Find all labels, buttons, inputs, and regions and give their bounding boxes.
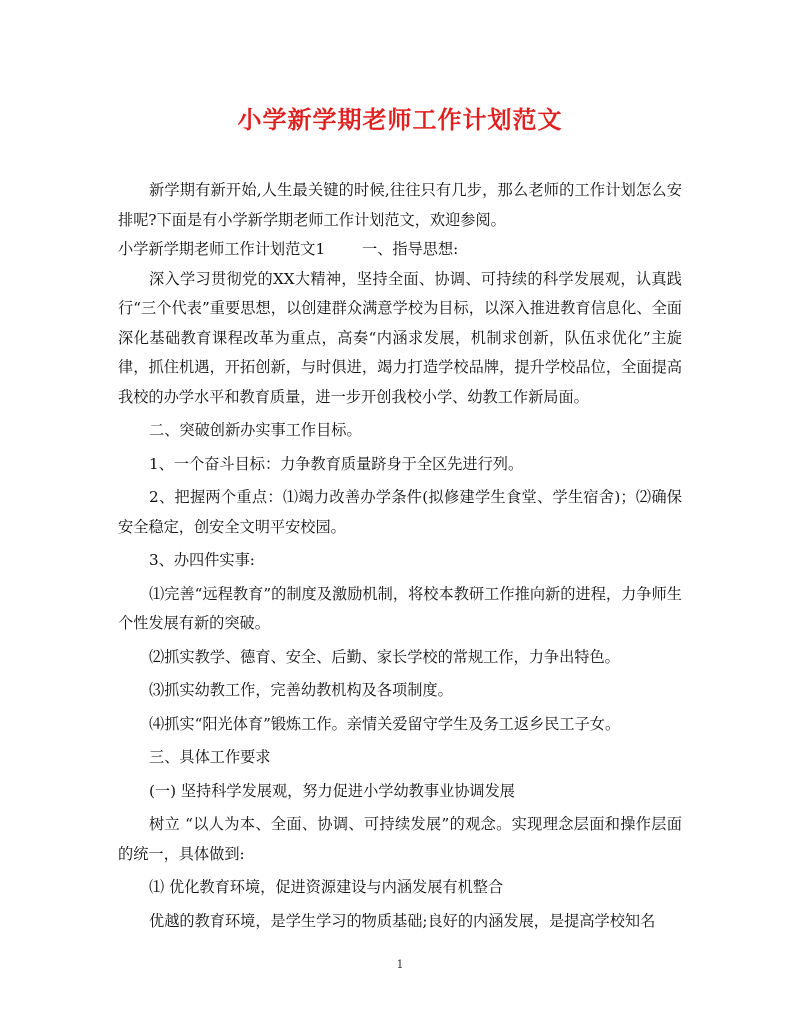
page-number: 1 bbox=[396, 958, 404, 971]
section-heading-requirements: 三、具体工作要求 bbox=[149, 748, 271, 766]
section-heading-guiding: 一、指导思想: bbox=[362, 240, 459, 258]
document-title: 小学新学期老师工作计划范文 bbox=[237, 105, 563, 134]
point-body-1: 优越的教育环境，是学生学习的物质基础;良好的内涵发展，是提高学校知名 bbox=[149, 911, 656, 930]
task-item-1: ⑴完善“远程教育”的制度及激励机制，将校本教研工作推向新的进程，力争师生个性发展有新的突破。 bbox=[118, 584, 682, 632]
task-item-3: ⑶抓实幼教工作，完善幼教机构及各项制度。 bbox=[149, 681, 453, 699]
goal-item-1: 1、一个奋斗目标：力争教育质量跻身于全区先进行列。 bbox=[149, 454, 524, 473]
subtitle-line bbox=[118, 235, 682, 265]
goal-item-3: 3、办四件实事: bbox=[149, 551, 255, 569]
task-item-2: ⑵抓实教学、德育、安全、后勤、家长学校的常规工作，力争出特色。 bbox=[149, 647, 620, 666]
subsection-body-1: 树立 “以人为本、全面、协调、可持续发展”的观念。实现理念层面和操作层面的统一，具体做到: bbox=[118, 815, 682, 863]
document-body bbox=[118, 176, 682, 936]
section-heading-goals: 二、突破创新办实事工作目标。 bbox=[149, 421, 362, 439]
plan-subtitle: 小学新学期老师工作计划范文1 bbox=[118, 240, 326, 258]
goal-item-2: 2、把握两个重点：⑴竭力改善办学条件(拟修建学生食堂、学生宿舍)；⑵确保安全稳定，创安全文明平安校园。 bbox=[118, 488, 682, 536]
intro-paragraph: 新学期有新开始,人生最关键的时候,往往只有几步，那么老师的工作计划怎么安排呢?下面是有小学新学期老师工作计划范文，欢迎参阅。 bbox=[118, 181, 682, 229]
point-heading-1: ⑴ 优化教育环境，促进资源建设与内涵发展有机整合 bbox=[149, 878, 504, 896]
guiding-paragraph: 深入学习贯彻党的XX大精神，坚持全面、协调、可持续的科学发展观，认真践行“三个代表”重要思想，以创建群众满意学校为目标，以深入推进教育信息化、全面深化基础教育课程改革为重点，高奏“内涵求发展，机制求创新，队伍求优化”主旋律，抓住机遇，开拓创新，与时俱进，竭力打造学校品牌，提升学校品位，全面提高我校的办学水平和教育质量，进一步开创我校小学、幼教工作新局面。 bbox=[118, 269, 682, 406]
task-item-4: ⑷抓实“阳光体育”锻炼工作。亲情关爱留守学生及务工返乡民工子女。 bbox=[149, 714, 621, 733]
subsection-heading-1: (一) 坚持科学发展观，努力促进小学幼教事业协调发展 bbox=[149, 781, 515, 800]
